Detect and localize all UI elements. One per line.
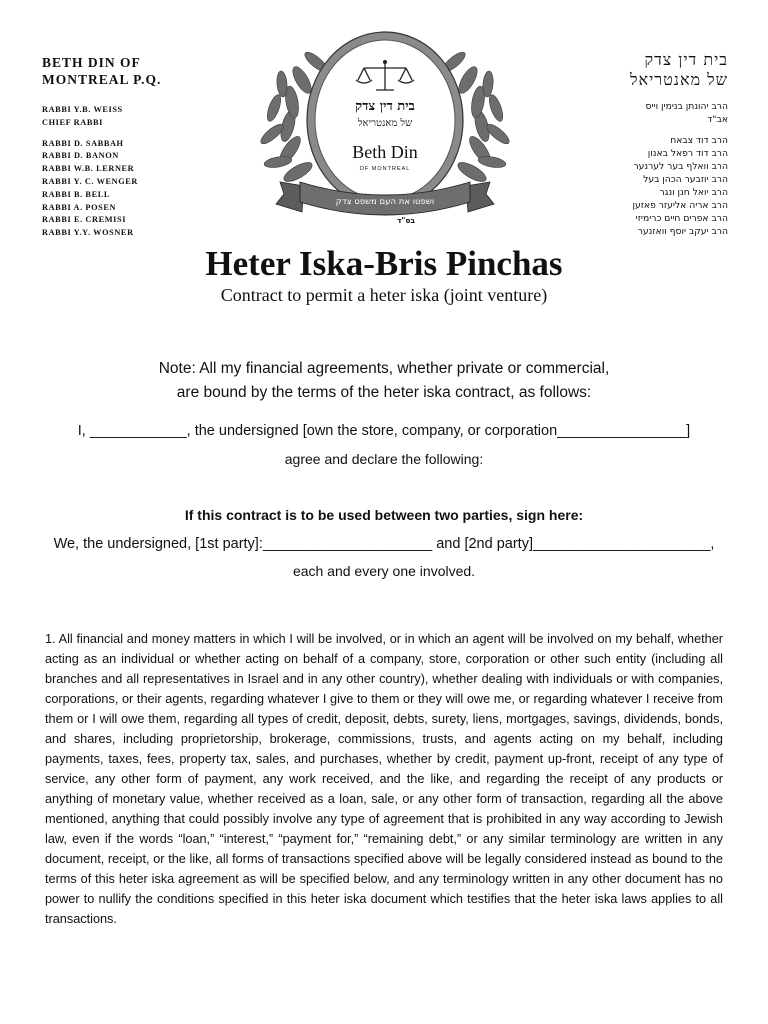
seal-hebrew-line1: בית דין צדק [355,99,415,114]
rabbi-hebrew-list-item: הרב וואלף בער לערנער [633,161,728,172]
rabbi-list-item: RABBI D. BANON [42,151,119,161]
org-name-line2: MONTREAL P.Q. [42,72,162,87]
rabbi-list-item: RABBI Y.Y. WOSNER [42,228,134,238]
rabbi-hebrew-list-item: הרב אפרים חיים כרימיזי [635,213,728,224]
org-name-hebrew-line1: בית דין צדק [644,50,728,69]
rabbi-hebrew-list-item: הרב יוזבער הכהן בעל [643,174,728,185]
rabbi-hebrew-list-item: הרב דוד צבאח [670,135,728,146]
chief-rabbi-hebrew-name: הרב יהונתן בנימין וייס [645,101,728,112]
letterhead-right [538,50,728,238]
rabbi-list-item: RABBI D. SABBAH [42,138,124,148]
two-party-heading: If this contract is to be used between two parties, sign here: [184,507,584,523]
each-involved-line: each and every one involved. [292,563,476,579]
document-subtitle: Contract to permit a heter iska (joint venture) [220,285,548,305]
seal-bsd: בס"ד [397,216,415,225]
seal-hebrew-line2: של מאנטריאל [357,118,413,129]
beth-din-seal-logo [258,22,512,228]
org-name-hebrew-line2: של מאנטריאל [630,70,728,89]
chief-rabbi-hebrew-title: אב"ד [707,114,728,125]
parties-signature-line: We, the undersigned, [1st party]:_____________________ and [2nd party]______________________, [53,536,715,552]
seal-ribbon-text: ושפטו את העם משפט צדק [335,197,435,207]
rabbi-list-item: RABBI B. BELL [42,189,110,199]
rabbi-list-item: RABBI A. POSEN [42,202,117,212]
chief-rabbi-title: CHIEF RABBI [42,117,103,127]
rabbi-hebrew-list-item: הרב יואל חנן ונגר [659,187,728,198]
rabbi-hebrew-list-item: הרב אריה אליעזר פאזען [632,200,728,211]
document-title: Heter Iska-Bris Pinchas [205,244,563,283]
rabbi-hebrew-list-item: הרב יעקב יוסף וואזנער [637,226,728,237]
declaration-line: I, ____________, the undersigned [own the store, company, or corporation________________] [77,423,691,439]
rabbi-hebrew-list-item: הרב דוד רפאל באנון [647,148,728,159]
seal-name: Beth Din [352,142,418,162]
note-line-1: Note: All my financial agreements, whether private or commercial, [158,360,610,377]
org-name-line1: BETH DIN OF [42,55,141,70]
letterhead-left [42,54,262,240]
seal-sub: OF MONTREAL [359,166,411,172]
declaration-agree-line: agree and declare the following: [284,451,484,467]
rabbi-list-item: RABBI W.B. LERNER [42,164,135,174]
note-line-2: are bound by the terms of the heter iska contract, as follows: [176,384,592,401]
rabbi-list-item: RABBI E. CREMISI [42,215,127,225]
chief-rabbi-name: RABBI Y.B. WEISS [42,105,123,114]
clause-paragraph-1: 1. All financial and money matters in which I will be involved, or in which an agent will be involved on my behalf, whether acting as an individual or whether acting on behalf of a company, store, corporation or other such entity (including all branches and all representatives in Israel and in any other country), whether dealing with individuals or with companies, corporations, or their agents, regarding whatever I give to them or they will owe me, or regarding whatever I receive from them or I will owe them, regarding all types of credit, deposit, debts, surety, liens, mortgages, savings, dividends, bonds, and shares, including proprietorship, brokerage, commissions, trusts, and agents acting on my behalf, including payments, taxes, fees, property tax, sales, and purchases, whether by credit, payment up-front, receipt of any type of service, any other form of payment, any work received, and the like, and regarding the receipt of any products or anything of monetary value, whether received as a loan, sale, or any other form of transaction, regarding all the above mentioned, anything that could possibly involve any type of agreement that is prohibited in any way according to Jewish law, even if the words “loan,” “interest,” “payment for,” “remaining debt,” or any similar terminology are written in any document, receipt, or the like, all forms of transactions specified above will be legally considered instead as bound to the terms of this heter iska agreement as will be specified below, and any terminology written in any other document has no power to nullify the conditions specified in this heter iska document which testifies that the heter iska laws applies to all transactions. [45,632,723,926]
rabbi-list-item: RABBI Y. C. WENGER [42,176,139,186]
